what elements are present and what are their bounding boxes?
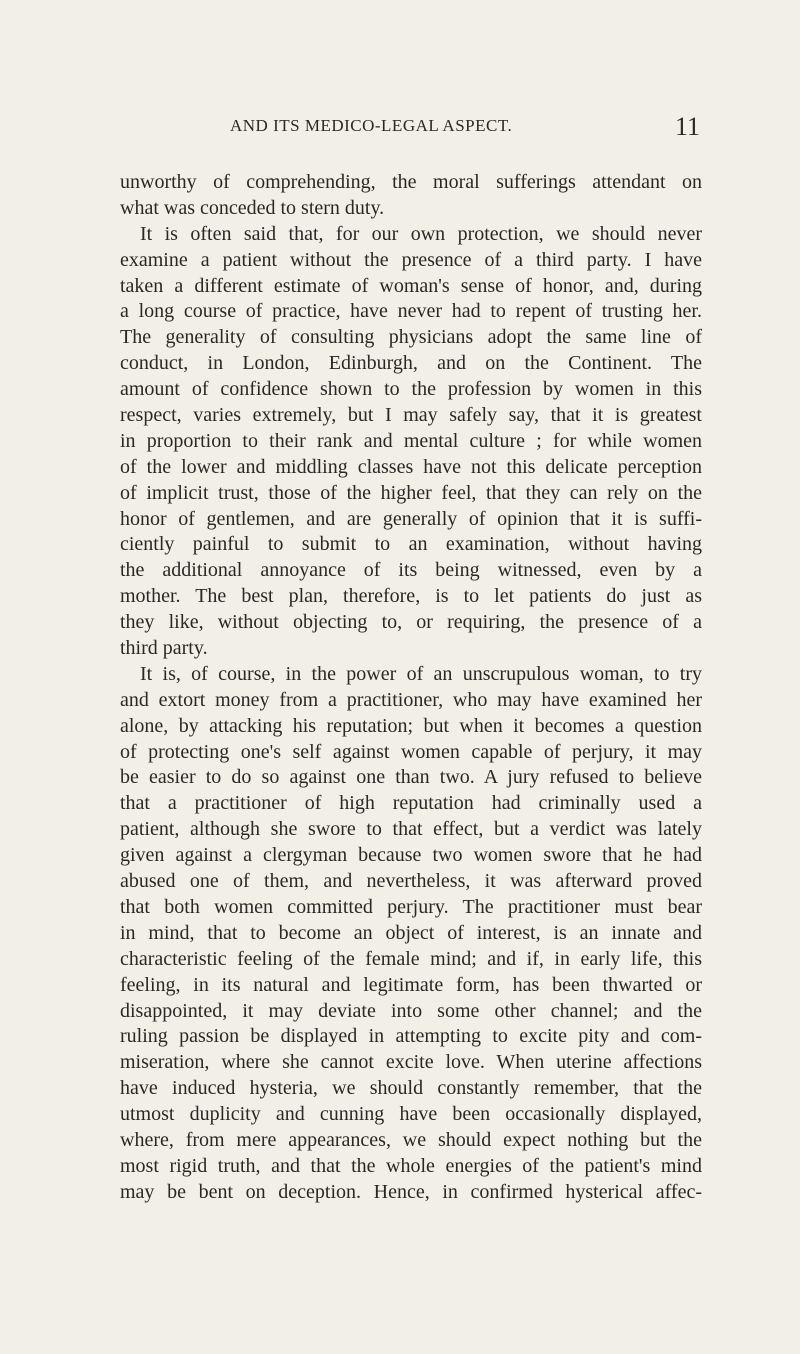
text-line: mother. The best plan, therefore, is to let patients do just as <box>120 585 702 608</box>
text-line: abused one of them, and nevertheless, it was afterward proved <box>120 870 702 893</box>
text-line: a long course of practice, have never had to repent of trusting her. <box>120 300 702 323</box>
text-line: third party. <box>120 637 208 660</box>
text-line: patient, although she swore to that effect, but a verdict was lately <box>120 818 702 841</box>
text-line: It is, of course, in the power of an unscrupulous woman, to try <box>140 662 702 685</box>
text-line: conduct, in London, Edinburgh, and on the Continent. The <box>120 352 702 375</box>
text-line: unworthy of comprehending, the moral sufferings attendant on <box>120 171 702 193</box>
text-line: most rigid truth, and that the whole energies of the patient's mind <box>120 1154 702 1177</box>
text-line: honor of gentlemen, and are generally of opinion that it is suffi- <box>120 507 702 530</box>
page-header <box>120 114 700 154</box>
text-line: It is often said that, for our own protection, we should never <box>140 222 702 245</box>
text-line: that a practitioner of high reputation had criminally used a <box>120 792 702 815</box>
text-line: be easier to do so against one than two. A jury refused to believe <box>120 766 702 789</box>
text-line: in proportion to their rank and mental culture ; for while women <box>120 429 702 452</box>
text-line: respect, varies extremely, but I may safely say, that it is greatest <box>120 404 702 427</box>
text-line: have induced hysteria, we should constantly remember, that the <box>120 1077 702 1100</box>
text-line: taken a different estimate of woman's sense of honor, and, during <box>120 274 702 297</box>
page-number: 11 <box>674 112 700 141</box>
text-line: what was conceded to stern duty. <box>120 196 385 219</box>
text-line: miseration, where she cannot excite love. When uterine affections <box>120 1051 702 1074</box>
running-head: AND ITS MEDICO-LEGAL ASPECT. <box>230 116 513 135</box>
text-line: feeling, in its natural and legitimate form, has been thwarted or <box>120 973 702 996</box>
text-line: examine a patient without the presence of a third party. I have <box>120 248 702 271</box>
text-line: they like, without objecting to, or requiring, the presence of a <box>120 611 702 634</box>
text-line: and extort money from a practitioner, who may have examined her <box>120 688 702 711</box>
body-text <box>120 170 702 1206</box>
text-line: that both women committed perjury. The practitioner must bear <box>120 895 702 918</box>
text-line: of protecting one's self against women capable of perjury, it may <box>120 740 702 763</box>
text-line: alone, by attacking his reputation; but when it becomes a question <box>120 714 702 737</box>
text-line: may be bent on deception. Hence, in confirmed hysterical affec- <box>120 1180 702 1203</box>
text-line: utmost duplicity and cunning have been occasionally displayed, <box>120 1103 702 1126</box>
text-line: of implicit trust, those of the higher feel, that they can rely on the <box>120 481 702 504</box>
text-line: ruling passion be displayed in attempting to excite pity and com- <box>120 1025 702 1048</box>
text-line: amount of confidence shown to the profession by women in this <box>120 378 702 401</box>
text-line: where, from mere appearances, we should expect nothing but the <box>120 1128 702 1151</box>
text-line: of the lower and middling classes have not this delicate perception <box>120 455 702 478</box>
text-line: the additional annoyance of its being witnessed, even by a <box>120 559 702 582</box>
text-line: in mind, that to become an object of interest, is an innate and <box>120 921 702 944</box>
text-line: The generality of consulting physicians adopt the same line of <box>120 326 702 349</box>
text-line: characteristic feeling of the female mind; and if, in early life, this <box>120 947 702 970</box>
text-line: given against a clergyman because two women swore that he had <box>120 844 702 867</box>
text-line: disappointed, it may deviate into some other channel; and the <box>120 999 702 1022</box>
text-line: ciently painful to submit to an examination, without having <box>120 533 702 556</box>
